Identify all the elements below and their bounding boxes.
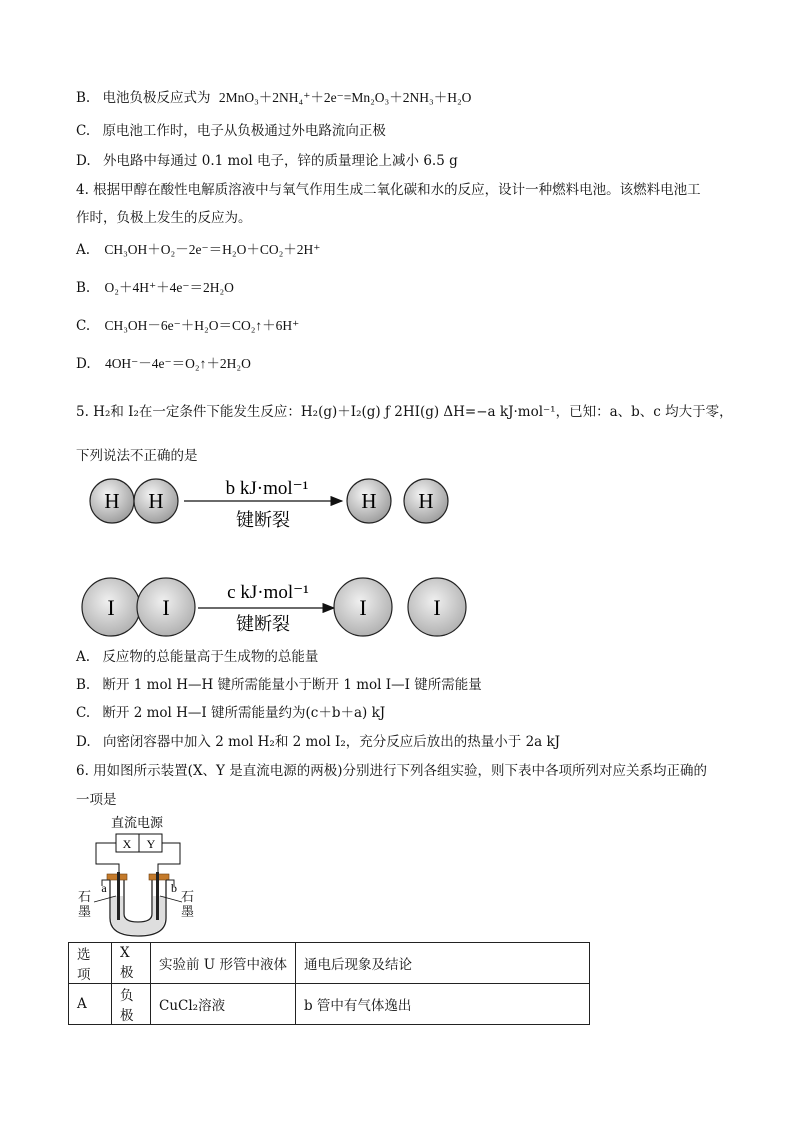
atom-label: H xyxy=(361,489,377,513)
option-label: D. xyxy=(76,356,91,372)
bond-energy-label: c kJ·mol⁻¹ xyxy=(227,582,309,603)
q5-option-b xyxy=(76,673,482,693)
q5-option-c xyxy=(76,701,385,721)
h-atoms xyxy=(347,479,448,523)
table-cell: b 管中有气体逸出 xyxy=(296,984,590,1025)
bond-breaking-diagram xyxy=(80,470,480,640)
q4-option-b xyxy=(76,276,234,296)
option-text: 断开 2 mol H—I 键所需能量约为(c＋b＋a) kJ xyxy=(102,705,386,721)
atom-label: I xyxy=(107,595,115,620)
i-atoms xyxy=(334,578,466,636)
atom-label: I xyxy=(162,595,170,620)
table-cell: CuCl₂溶液 xyxy=(151,984,296,1025)
q6-stem-line1: 6. 用如图所示装置(X、Y 是直流电源的两极)分别进行下列各组实验，则下表中各项所列对应关系均正确的 xyxy=(76,763,708,779)
option-label: B. xyxy=(76,677,91,693)
atom-label: H xyxy=(418,489,434,513)
left-electrode-material: 石墨 xyxy=(78,890,92,920)
electrode-b-label: b xyxy=(171,881,177,895)
option-text: 向密闭容器中加入 2 mol H₂和 2 mol I₂，充分反应后放出的热量小于 2a kJ xyxy=(102,734,561,750)
option-label: C. xyxy=(76,123,91,139)
header-cell: 实验前 U 形管中液体 xyxy=(151,943,296,984)
electrolysis-apparatus xyxy=(74,812,204,940)
option-label: D. xyxy=(76,153,91,169)
pole-x-label: X xyxy=(122,837,132,851)
option-text: 外电路中每通过 0.1 mol 电子，锌的质量理论上减小 6.5 g xyxy=(102,153,458,169)
header-cell: 选项 xyxy=(69,943,112,984)
option-label: B. xyxy=(76,280,91,296)
option-label: C. xyxy=(76,318,91,334)
i2-molecule xyxy=(82,578,195,636)
atom-label: I xyxy=(433,595,441,620)
atom-label: H xyxy=(148,489,164,513)
option-text: 反应物的总能量高于生成物的总能量 xyxy=(102,649,319,665)
header-cell: X极 xyxy=(112,943,151,984)
q6-stem-line2: 一项是 xyxy=(76,792,117,808)
table-cell: 负极 xyxy=(112,984,151,1025)
option-label: B. xyxy=(76,90,91,106)
option-text: 原电池工作时，电子从负极通过外电路流向正极 xyxy=(102,123,386,139)
bond-breaking-caption: 键断裂 xyxy=(236,510,290,530)
reaction-formula: CH₃OH＋O₂－2e⁻＝H₂O＋CO₂＋2H⁺ xyxy=(104,242,321,257)
q5-stem-line1: 5. H₂和 I₂在一定条件下能发生反应：H₂(g)＋I₂(g) ƒ 2HI(g) ΔH=−a kJ·mol⁻¹，已知：a、b、c 均大于零， xyxy=(76,404,733,420)
option-label: A. xyxy=(76,242,91,258)
answer-table xyxy=(68,942,590,1025)
q4-stem-line2: 作时，负极上发生的反应为。 xyxy=(76,210,252,226)
q3-option-c xyxy=(76,119,386,139)
q3-option-b xyxy=(76,86,471,106)
option-label: C. xyxy=(76,705,91,721)
q5-stem-line2: 下列说法不正确的是 xyxy=(76,448,198,464)
table-row xyxy=(69,984,590,1025)
table-header-row xyxy=(69,943,590,984)
bond-breaking-caption: 键断裂 xyxy=(236,614,290,634)
right-electrode xyxy=(156,872,159,920)
right-electrode-material: 石墨 xyxy=(181,890,195,920)
option-label: D. xyxy=(76,734,91,750)
option-text: 电池负极反应式为 xyxy=(102,90,211,106)
left-electrode xyxy=(117,872,120,920)
header-cell: 通电后现象及结论 xyxy=(296,943,590,984)
reaction-formula: 4OH⁻－4e⁻＝O₂↑＋2H₂O xyxy=(104,356,251,371)
bond-energy-label: b kJ·mol⁻¹ xyxy=(225,478,309,499)
q3-option-d xyxy=(76,149,458,169)
q4-option-d xyxy=(76,352,251,372)
reaction-formula: 2MnO₃＋2NH₄⁺＋2e⁻=Mn₂O₃＋2NH₃＋H₂O xyxy=(218,90,472,105)
q4-option-c xyxy=(76,314,299,334)
reaction-formula: CH₃OH－6e⁻＋H₂O＝CO₂↑＋6H⁺ xyxy=(104,318,300,333)
reaction-formula: O₂＋4H⁺＋4e⁻＝2H₂O xyxy=(104,280,234,295)
electrode-a-label: a xyxy=(101,881,107,895)
option-text: 断开 1 mol H—H 键所需能量小于断开 1 mol I—I 键所需能量 xyxy=(102,677,482,693)
atom-label: H xyxy=(104,489,120,513)
atom-label: I xyxy=(359,595,367,620)
q5-option-a xyxy=(76,645,318,665)
table-cell: A xyxy=(69,984,112,1025)
q5-option-d xyxy=(76,730,560,750)
pole-y-label: Y xyxy=(146,837,156,851)
option-label: A. xyxy=(76,649,91,665)
q4-stem-line1: 4. 根据甲醇在酸性电解质溶液中与氧气作用生成二氧化碳和水的反应，设计一种燃料电池。该燃料电池工 xyxy=(76,182,701,198)
h2-molecule xyxy=(90,479,178,523)
power-source-label: 直流电源 xyxy=(110,815,164,830)
q4-option-a xyxy=(76,238,320,258)
